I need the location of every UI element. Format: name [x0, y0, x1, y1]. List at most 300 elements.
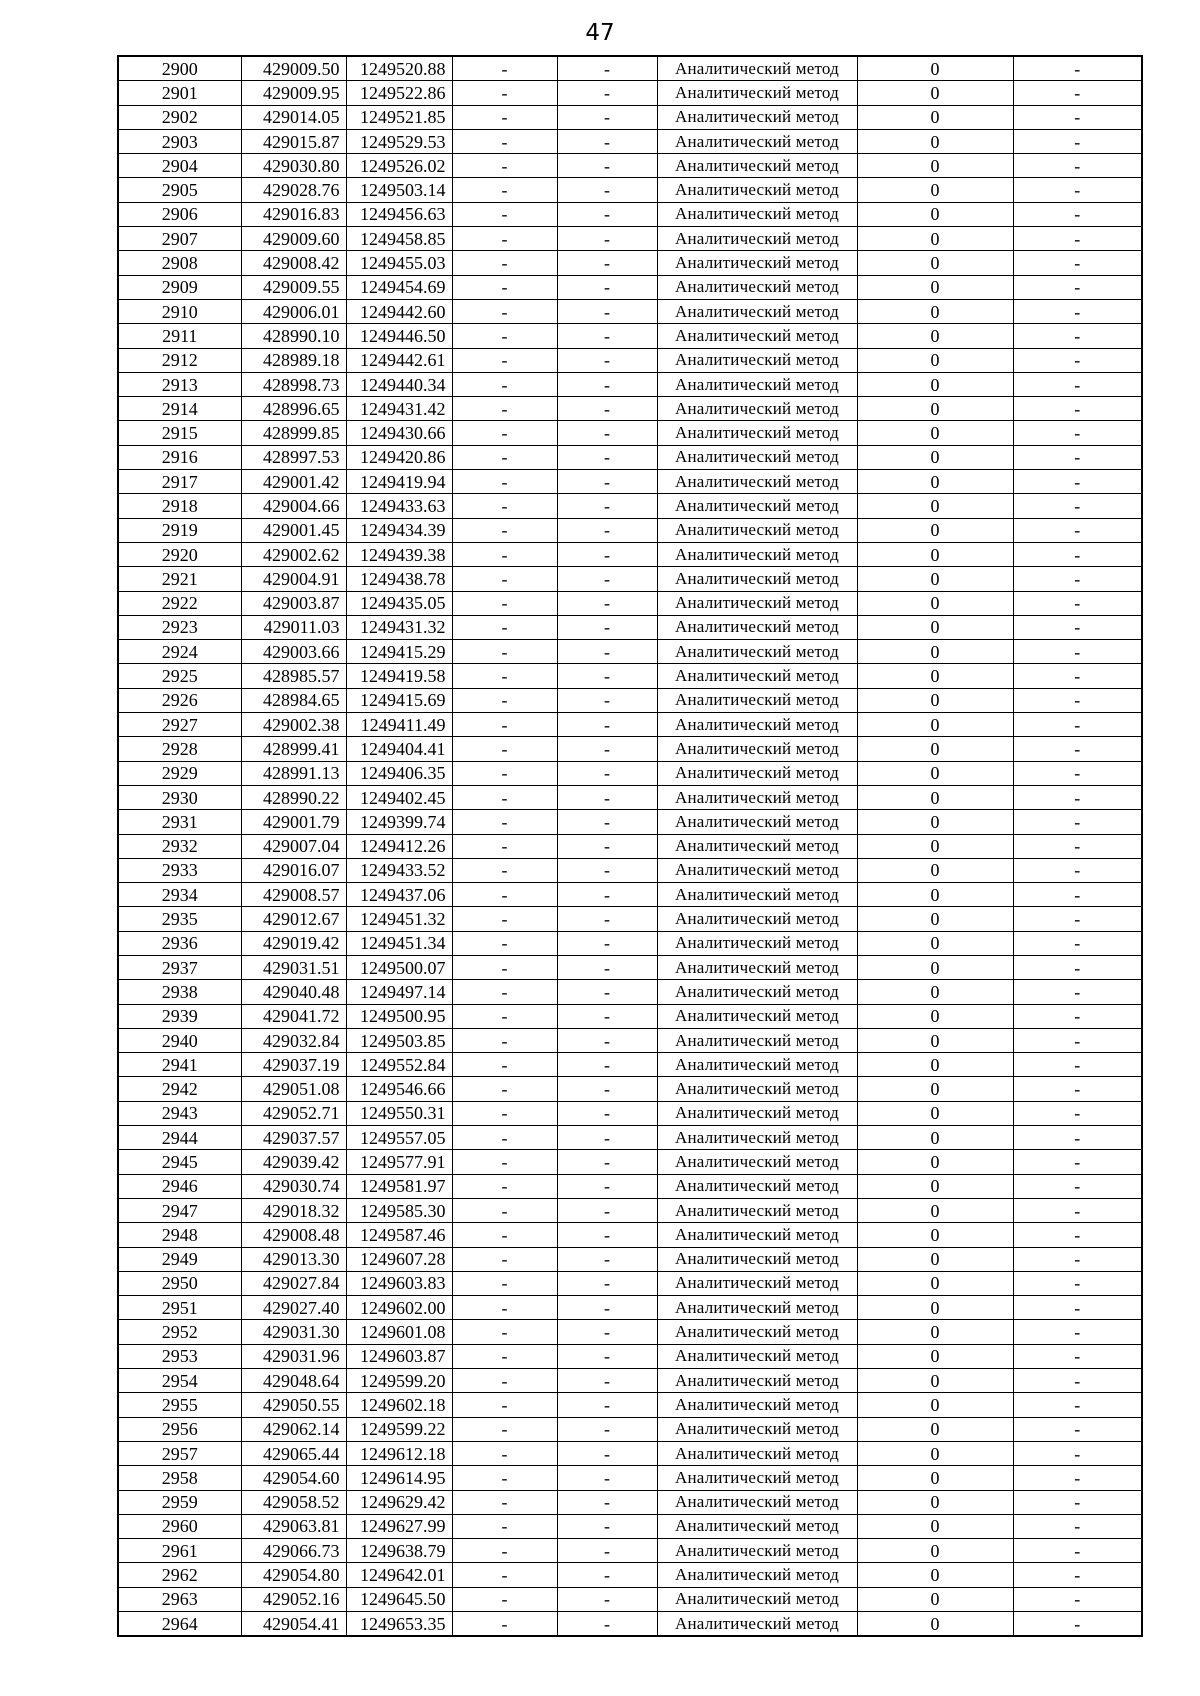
method-cell: Аналитический метод — [657, 1174, 857, 1198]
note-cell: - — [1013, 105, 1142, 129]
table-row — [118, 129, 1142, 153]
empty-cell-a: - — [452, 421, 557, 445]
empty-cell-a: - — [452, 129, 557, 153]
empty-cell-a: - — [452, 1514, 557, 1538]
note-cell: - — [1013, 1126, 1142, 1150]
method-cell: Аналитический метод — [657, 1417, 857, 1441]
accuracy-cell: 0 — [857, 931, 1013, 955]
accuracy-cell: 0 — [857, 421, 1013, 445]
empty-cell-a: - — [452, 1344, 557, 1368]
y-coordinate-cell: 1249642.01 — [346, 1563, 452, 1587]
accuracy-cell: 0 — [857, 518, 1013, 542]
table-row — [118, 980, 1142, 1004]
table-row — [118, 178, 1142, 202]
empty-cell-b: - — [557, 1344, 657, 1368]
point-number-cell: 2926 — [118, 688, 241, 712]
x-coordinate-cell: 429019.42 — [241, 931, 346, 955]
note-cell: - — [1013, 737, 1142, 761]
note-cell: - — [1013, 591, 1142, 615]
x-coordinate-cell: 429054.80 — [241, 1563, 346, 1587]
y-coordinate-cell: 1249581.97 — [346, 1174, 452, 1198]
x-coordinate-cell: 429052.16 — [241, 1587, 346, 1611]
empty-cell-b: - — [557, 1612, 657, 1637]
note-cell: - — [1013, 1417, 1142, 1441]
x-coordinate-cell: 429063.81 — [241, 1514, 346, 1538]
method-cell: Аналитический метод — [657, 1587, 857, 1611]
empty-cell-a: - — [452, 445, 557, 469]
empty-cell-b: - — [557, 883, 657, 907]
note-cell: - — [1013, 1271, 1142, 1295]
accuracy-cell: 0 — [857, 1490, 1013, 1514]
note-cell: - — [1013, 494, 1142, 518]
method-cell: Аналитический метод — [657, 1466, 857, 1490]
note-cell: - — [1013, 397, 1142, 421]
point-number-cell: 2927 — [118, 713, 241, 737]
x-coordinate-cell: 428999.85 — [241, 421, 346, 445]
empty-cell-a: - — [452, 202, 557, 226]
table-row — [118, 1150, 1142, 1174]
note-cell: - — [1013, 129, 1142, 153]
method-cell: Аналитический метод — [657, 761, 857, 785]
empty-cell-a: - — [452, 688, 557, 712]
point-number-cell: 2950 — [118, 1271, 241, 1295]
x-coordinate-cell: 429032.84 — [241, 1028, 346, 1052]
empty-cell-a: - — [452, 542, 557, 566]
note-cell: - — [1013, 1247, 1142, 1271]
x-coordinate-cell: 429018.32 — [241, 1198, 346, 1222]
x-coordinate-cell: 429002.38 — [241, 713, 346, 737]
point-number-cell: 2963 — [118, 1587, 241, 1611]
point-number-cell: 2936 — [118, 931, 241, 955]
accuracy-cell: 0 — [857, 907, 1013, 931]
empty-cell-b: - — [557, 81, 657, 105]
y-coordinate-cell: 1249520.88 — [346, 56, 452, 81]
empty-cell-a: - — [452, 1466, 557, 1490]
note-cell: - — [1013, 1490, 1142, 1514]
table-body — [118, 56, 1142, 1636]
x-coordinate-cell: 428984.65 — [241, 688, 346, 712]
note-cell: - — [1013, 421, 1142, 445]
empty-cell-b: - — [557, 1587, 657, 1611]
x-coordinate-cell: 429008.42 — [241, 251, 346, 275]
accuracy-cell: 0 — [857, 834, 1013, 858]
table-row — [118, 615, 1142, 639]
table-row — [118, 1393, 1142, 1417]
empty-cell-b: - — [557, 1101, 657, 1125]
note-cell: - — [1013, 1539, 1142, 1563]
x-coordinate-cell: 429001.45 — [241, 518, 346, 542]
accuracy-cell: 0 — [857, 1563, 1013, 1587]
method-cell: Аналитический метод — [657, 324, 857, 348]
note-cell: - — [1013, 1028, 1142, 1052]
y-coordinate-cell: 1249529.53 — [346, 129, 452, 153]
empty-cell-b: - — [557, 421, 657, 445]
empty-cell-a: - — [452, 1150, 557, 1174]
table-row — [118, 1271, 1142, 1295]
note-cell: - — [1013, 1198, 1142, 1222]
note-cell: - — [1013, 56, 1142, 81]
empty-cell-b: - — [557, 1126, 657, 1150]
empty-cell-b: - — [557, 1369, 657, 1393]
note-cell: - — [1013, 931, 1142, 955]
empty-cell-a: - — [452, 1223, 557, 1247]
x-coordinate-cell: 429006.01 — [241, 299, 346, 323]
table-row — [118, 591, 1142, 615]
table-row — [118, 737, 1142, 761]
point-number-cell: 2914 — [118, 397, 241, 421]
point-number-cell: 2937 — [118, 955, 241, 979]
empty-cell-b: - — [557, 980, 657, 1004]
x-coordinate-cell: 428999.41 — [241, 737, 346, 761]
point-number-cell: 2916 — [118, 445, 241, 469]
point-number-cell: 2928 — [118, 737, 241, 761]
empty-cell-a: - — [452, 834, 557, 858]
empty-cell-b: - — [557, 1004, 657, 1028]
x-coordinate-cell: 429001.79 — [241, 810, 346, 834]
x-coordinate-cell: 429041.72 — [241, 1004, 346, 1028]
x-coordinate-cell: 429008.57 — [241, 883, 346, 907]
y-coordinate-cell: 1249599.22 — [346, 1417, 452, 1441]
empty-cell-b: - — [557, 737, 657, 761]
point-number-cell: 2953 — [118, 1344, 241, 1368]
table-row — [118, 1174, 1142, 1198]
note-cell: - — [1013, 1466, 1142, 1490]
table-row — [118, 1369, 1142, 1393]
empty-cell-b: - — [557, 1028, 657, 1052]
method-cell: Аналитический метод — [657, 1028, 857, 1052]
empty-cell-a: - — [452, 494, 557, 518]
accuracy-cell: 0 — [857, 980, 1013, 1004]
y-coordinate-cell: 1249653.35 — [346, 1612, 452, 1637]
y-coordinate-cell: 1249406.35 — [346, 761, 452, 785]
note-cell: - — [1013, 324, 1142, 348]
accuracy-cell: 0 — [857, 785, 1013, 809]
note-cell: - — [1013, 1223, 1142, 1247]
empty-cell-b: - — [557, 1271, 657, 1295]
point-number-cell: 2910 — [118, 299, 241, 323]
point-number-cell: 2939 — [118, 1004, 241, 1028]
point-number-cell: 2941 — [118, 1053, 241, 1077]
y-coordinate-cell: 1249599.20 — [346, 1369, 452, 1393]
table-row — [118, 154, 1142, 178]
x-coordinate-cell: 429027.84 — [241, 1271, 346, 1295]
x-coordinate-cell: 429031.30 — [241, 1320, 346, 1344]
y-coordinate-cell: 1249434.39 — [346, 518, 452, 542]
table-row — [118, 1077, 1142, 1101]
x-coordinate-cell: 429009.95 — [241, 81, 346, 105]
empty-cell-a: - — [452, 1441, 557, 1465]
x-coordinate-cell: 429008.48 — [241, 1223, 346, 1247]
empty-cell-b: - — [557, 251, 657, 275]
empty-cell-b: - — [557, 1393, 657, 1417]
y-coordinate-cell: 1249437.06 — [346, 883, 452, 907]
accuracy-cell: 0 — [857, 1150, 1013, 1174]
table-row — [118, 348, 1142, 372]
note-cell: - — [1013, 251, 1142, 275]
y-coordinate-cell: 1249419.58 — [346, 664, 452, 688]
table-row — [118, 858, 1142, 882]
y-coordinate-cell: 1249415.69 — [346, 688, 452, 712]
point-number-cell: 2945 — [118, 1150, 241, 1174]
note-cell: - — [1013, 688, 1142, 712]
accuracy-cell: 0 — [857, 1247, 1013, 1271]
accuracy-cell: 0 — [857, 615, 1013, 639]
empty-cell-a: - — [452, 1612, 557, 1637]
point-number-cell: 2957 — [118, 1441, 241, 1465]
y-coordinate-cell: 1249433.52 — [346, 858, 452, 882]
accuracy-cell: 0 — [857, 810, 1013, 834]
empty-cell-b: - — [557, 518, 657, 542]
point-number-cell: 2922 — [118, 591, 241, 615]
x-coordinate-cell: 428998.73 — [241, 372, 346, 396]
point-number-cell: 2908 — [118, 251, 241, 275]
empty-cell-b: - — [557, 397, 657, 421]
x-coordinate-cell: 429030.74 — [241, 1174, 346, 1198]
method-cell: Аналитический метод — [657, 1563, 857, 1587]
note-cell: - — [1013, 1077, 1142, 1101]
accuracy-cell: 0 — [857, 688, 1013, 712]
empty-cell-a: - — [452, 907, 557, 931]
y-coordinate-cell: 1249411.49 — [346, 713, 452, 737]
accuracy-cell: 0 — [857, 1587, 1013, 1611]
empty-cell-a: - — [452, 154, 557, 178]
point-number-cell: 2956 — [118, 1417, 241, 1441]
y-coordinate-cell: 1249500.95 — [346, 1004, 452, 1028]
point-number-cell: 2948 — [118, 1223, 241, 1247]
note-cell: - — [1013, 1296, 1142, 1320]
x-coordinate-cell: 429015.87 — [241, 129, 346, 153]
empty-cell-a: - — [452, 1077, 557, 1101]
accuracy-cell: 0 — [857, 1028, 1013, 1052]
x-coordinate-cell: 429039.42 — [241, 1150, 346, 1174]
point-number-cell: 2946 — [118, 1174, 241, 1198]
table-row — [118, 955, 1142, 979]
x-coordinate-cell: 428990.22 — [241, 785, 346, 809]
note-cell: - — [1013, 955, 1142, 979]
accuracy-cell: 0 — [857, 1369, 1013, 1393]
note-cell: - — [1013, 858, 1142, 882]
empty-cell-b: - — [557, 1296, 657, 1320]
empty-cell-a: - — [452, 931, 557, 955]
y-coordinate-cell: 1249430.66 — [346, 421, 452, 445]
point-number-cell: 2954 — [118, 1369, 241, 1393]
y-coordinate-cell: 1249500.07 — [346, 955, 452, 979]
page-number: 47 — [585, 20, 615, 46]
y-coordinate-cell: 1249603.87 — [346, 1344, 452, 1368]
method-cell: Аналитический метод — [657, 1344, 857, 1368]
empty-cell-a: - — [452, 1417, 557, 1441]
empty-cell-b: - — [557, 1077, 657, 1101]
y-coordinate-cell: 1249587.46 — [346, 1223, 452, 1247]
table-row — [118, 1053, 1142, 1077]
empty-cell-b: - — [557, 154, 657, 178]
empty-cell-b: - — [557, 664, 657, 688]
method-cell: Аналитический метод — [657, 445, 857, 469]
note-cell: - — [1013, 348, 1142, 372]
x-coordinate-cell: 429014.05 — [241, 105, 346, 129]
table-row — [118, 105, 1142, 129]
method-cell: Аналитический метод — [657, 640, 857, 664]
y-coordinate-cell: 1249550.31 — [346, 1101, 452, 1125]
point-number-cell: 2919 — [118, 518, 241, 542]
empty-cell-b: - — [557, 713, 657, 737]
accuracy-cell: 0 — [857, 1320, 1013, 1344]
empty-cell-a: - — [452, 1490, 557, 1514]
method-cell: Аналитический метод — [657, 1150, 857, 1174]
empty-cell-a: - — [452, 372, 557, 396]
note-cell: - — [1013, 227, 1142, 251]
table-row — [118, 1441, 1142, 1465]
accuracy-cell: 0 — [857, 154, 1013, 178]
x-coordinate-cell: 428997.53 — [241, 445, 346, 469]
table-row — [118, 1028, 1142, 1052]
empty-cell-b: - — [557, 56, 657, 81]
accuracy-cell: 0 — [857, 883, 1013, 907]
x-coordinate-cell: 429013.30 — [241, 1247, 346, 1271]
empty-cell-b: - — [557, 275, 657, 299]
x-coordinate-cell: 429001.42 — [241, 470, 346, 494]
empty-cell-a: - — [452, 664, 557, 688]
point-number-cell: 2912 — [118, 348, 241, 372]
accuracy-cell: 0 — [857, 1126, 1013, 1150]
accuracy-cell: 0 — [857, 299, 1013, 323]
y-coordinate-cell: 1249521.85 — [346, 105, 452, 129]
method-cell: Аналитический метод — [657, 931, 857, 955]
empty-cell-b: - — [557, 761, 657, 785]
y-coordinate-cell: 1249438.78 — [346, 567, 452, 591]
method-cell: Аналитический метод — [657, 56, 857, 81]
point-number-cell: 2960 — [118, 1514, 241, 1538]
method-cell: Аналитический метод — [657, 518, 857, 542]
y-coordinate-cell: 1249522.86 — [346, 81, 452, 105]
x-coordinate-cell: 429003.87 — [241, 591, 346, 615]
table-row — [118, 1514, 1142, 1538]
x-coordinate-cell: 429054.60 — [241, 1466, 346, 1490]
empty-cell-b: - — [557, 1417, 657, 1441]
empty-cell-b: - — [557, 1563, 657, 1587]
empty-cell-b: - — [557, 858, 657, 882]
x-coordinate-cell: 428989.18 — [241, 348, 346, 372]
note-cell: - — [1013, 1587, 1142, 1611]
accuracy-cell: 0 — [857, 372, 1013, 396]
empty-cell-b: - — [557, 227, 657, 251]
method-cell: Аналитический метод — [657, 299, 857, 323]
note-cell: - — [1013, 202, 1142, 226]
point-number-cell: 2901 — [118, 81, 241, 105]
x-coordinate-cell: 429052.71 — [241, 1101, 346, 1125]
method-cell: Аналитический метод — [657, 1223, 857, 1247]
note-cell: - — [1013, 640, 1142, 664]
y-coordinate-cell: 1249419.94 — [346, 470, 452, 494]
empty-cell-b: - — [557, 591, 657, 615]
table-row — [118, 324, 1142, 348]
empty-cell-a: - — [452, 1174, 557, 1198]
y-coordinate-cell: 1249415.29 — [346, 640, 452, 664]
point-number-cell: 2940 — [118, 1028, 241, 1052]
table-row — [118, 688, 1142, 712]
accuracy-cell: 0 — [857, 1223, 1013, 1247]
accuracy-cell: 0 — [857, 1393, 1013, 1417]
method-cell: Аналитический метод — [657, 494, 857, 518]
method-cell: Аналитический метод — [657, 227, 857, 251]
x-coordinate-cell: 429037.57 — [241, 1126, 346, 1150]
table-row — [118, 713, 1142, 737]
table-row — [118, 1296, 1142, 1320]
x-coordinate-cell: 429027.40 — [241, 1296, 346, 1320]
y-coordinate-cell: 1249404.41 — [346, 737, 452, 761]
note-cell: - — [1013, 445, 1142, 469]
empty-cell-a: - — [452, 737, 557, 761]
note-cell: - — [1013, 810, 1142, 834]
accuracy-cell: 0 — [857, 1344, 1013, 1368]
empty-cell-b: - — [557, 445, 657, 469]
x-coordinate-cell: 428990.10 — [241, 324, 346, 348]
method-cell: Аналитический метод — [657, 1077, 857, 1101]
note-cell: - — [1013, 980, 1142, 1004]
table-row — [118, 275, 1142, 299]
note-cell: - — [1013, 81, 1142, 105]
point-number-cell: 2943 — [118, 1101, 241, 1125]
method-cell: Аналитический метод — [657, 178, 857, 202]
method-cell: Аналитический метод — [657, 785, 857, 809]
accuracy-cell: 0 — [857, 1174, 1013, 1198]
point-number-cell: 2938 — [118, 980, 241, 1004]
point-number-cell: 2961 — [118, 1539, 241, 1563]
y-coordinate-cell: 1249412.26 — [346, 834, 452, 858]
note-cell: - — [1013, 567, 1142, 591]
empty-cell-a: - — [452, 105, 557, 129]
empty-cell-a: - — [452, 1198, 557, 1222]
accuracy-cell: 0 — [857, 1612, 1013, 1637]
empty-cell-b: - — [557, 470, 657, 494]
empty-cell-a: - — [452, 1296, 557, 1320]
point-number-cell: 2924 — [118, 640, 241, 664]
point-number-cell: 2949 — [118, 1247, 241, 1271]
y-coordinate-cell: 1249454.69 — [346, 275, 452, 299]
empty-cell-a: - — [452, 81, 557, 105]
table-row — [118, 470, 1142, 494]
y-coordinate-cell: 1249627.99 — [346, 1514, 452, 1538]
accuracy-cell: 0 — [857, 227, 1013, 251]
accuracy-cell: 0 — [857, 1296, 1013, 1320]
method-cell: Аналитический метод — [657, 372, 857, 396]
y-coordinate-cell: 1249577.91 — [346, 1150, 452, 1174]
empty-cell-a: - — [452, 1053, 557, 1077]
y-coordinate-cell: 1249552.84 — [346, 1053, 452, 1077]
empty-cell-a: - — [452, 785, 557, 809]
table-row — [118, 1223, 1142, 1247]
note-cell: - — [1013, 1344, 1142, 1368]
method-cell: Аналитический метод — [657, 858, 857, 882]
table-row — [118, 883, 1142, 907]
empty-cell-b: - — [557, 1466, 657, 1490]
table-row — [118, 1320, 1142, 1344]
y-coordinate-cell: 1249399.74 — [346, 810, 452, 834]
x-coordinate-cell: 429030.80 — [241, 154, 346, 178]
empty-cell-b: - — [557, 615, 657, 639]
method-cell: Аналитический метод — [657, 1004, 857, 1028]
empty-cell-a: - — [452, 397, 557, 421]
empty-cell-b: - — [557, 955, 657, 979]
y-coordinate-cell: 1249402.45 — [346, 785, 452, 809]
table-row — [118, 834, 1142, 858]
method-cell: Аналитический метод — [657, 251, 857, 275]
point-number-cell: 2917 — [118, 470, 241, 494]
method-cell: Аналитический метод — [657, 542, 857, 566]
empty-cell-a: - — [452, 1563, 557, 1587]
empty-cell-a: - — [452, 1126, 557, 1150]
x-coordinate-cell: 429048.64 — [241, 1369, 346, 1393]
